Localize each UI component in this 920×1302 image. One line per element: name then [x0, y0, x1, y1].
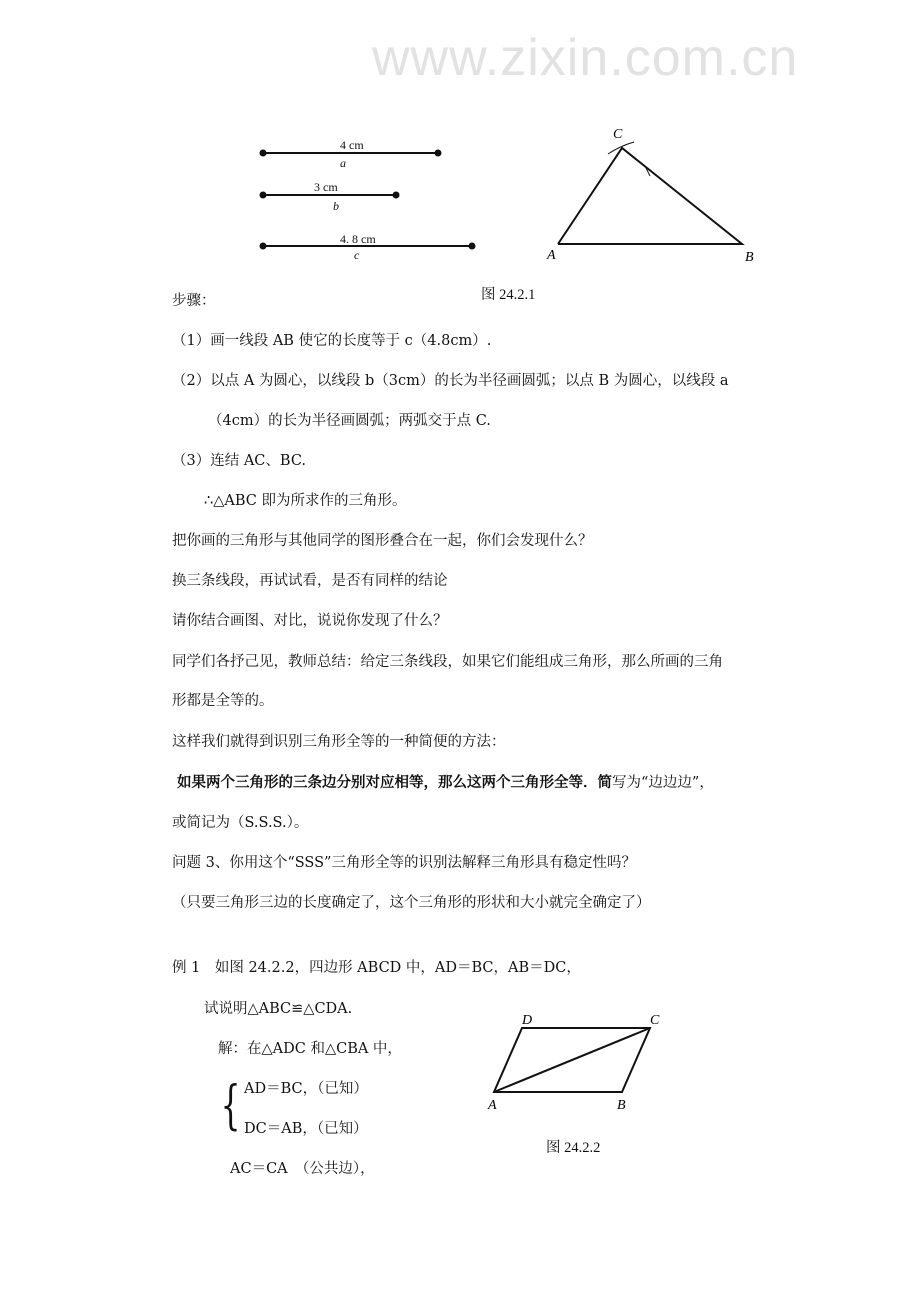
step-3: （3）连结 AC、BC. [172, 453, 307, 469]
step-2-cont: （4cm）的长为半径画圆弧；两弧交于点 C. [208, 413, 491, 429]
answer-3: （只要三角形三边的长度确定了，这个三角形的形状和大小就完全确定了） [172, 895, 651, 911]
paragraph: 同学们各抒己见，教师总结：给定三条线段，如果它们能组成三角形，那么所画的三角 [172, 654, 723, 670]
vertex-d-label: D [522, 1013, 533, 1028]
paragraph: 换三条线段，再试试看，是否有同样的结论 [172, 573, 448, 589]
conclusion: ∴△ABC 即为所求作的三角形。 [204, 493, 407, 509]
step-1: （1）画一线段 AB 使它的长度等于 c（4.8cm）. [172, 333, 492, 349]
vertex-b-label: B [745, 250, 754, 265]
segment-a-name: a [340, 156, 346, 170]
parallelogram-abcd [494, 1028, 650, 1092]
proof-line: AC＝CA （公共边）， [230, 1161, 375, 1177]
vertex-c2-label: C [650, 1013, 660, 1028]
paragraph: 请你结合画图、对比，说说你发现了什么？ [172, 613, 448, 629]
vertex-a2-label: A [488, 1098, 497, 1113]
brace: { [220, 1076, 241, 1136]
vertex-c-label: C [613, 127, 623, 142]
paragraph: 或简记为（S.S.S.）。 [172, 815, 309, 831]
theorem-bold: 如果两个三角形的三条边分别对应相等，那么这两个三角形全等．简 [177, 774, 612, 791]
segment-b-name: b [333, 199, 339, 213]
theorem-rest: 写为“边边边”， [612, 775, 714, 791]
triangle-abc [558, 142, 742, 244]
vertex-b2-label: B [617, 1098, 626, 1113]
paragraph: 这样我们就得到识别三角形全等的一种简便的方法： [172, 734, 506, 750]
example-1-task: 试说明△ABC≌△CDA. [204, 1001, 353, 1017]
theorem-sss [177, 773, 714, 793]
watermark: www.zixin.com.cn [372, 29, 799, 87]
solution-intro: 解：在△ADC 和△CBA 中， [218, 1041, 402, 1057]
segment-c-name: c [354, 248, 360, 262]
steps-heading: 步骤： [172, 293, 216, 309]
example-1: 例 1 如图 24.2.2，四边形 ABCD 中，AD＝BC，AB＝DC， [172, 960, 581, 976]
step-2: （2）以点 A 为圆心，以线段 b（3cm）的长为半径画圆弧；以点 B 为圆心，以线段 a [172, 373, 729, 389]
segment-b-length: 3 cm [314, 180, 338, 194]
figure-caption-24-2-2: 图 24.2.2 [546, 1140, 601, 1156]
segment-c-length: 4. 8 cm [340, 232, 376, 246]
vertex-a-label: A [547, 248, 556, 263]
figure-caption-24-2-1: 图 24.2.1 [481, 287, 536, 303]
segment-a-length: 4 cm [340, 138, 364, 152]
question-3: 问题 3、你用这个“SSS”三角形全等的识别法解释三角形具有稳定性吗？ [172, 855, 636, 871]
proof-line: AD＝BC，（已知） [244, 1081, 368, 1097]
paragraph: 形都是全等的。 [172, 693, 274, 709]
paragraph: 把你画的三角形与其他同学的图形叠合在一起，你们会发现什么？ [172, 533, 593, 549]
proof-line: DC＝AB，（已知） [244, 1121, 368, 1137]
